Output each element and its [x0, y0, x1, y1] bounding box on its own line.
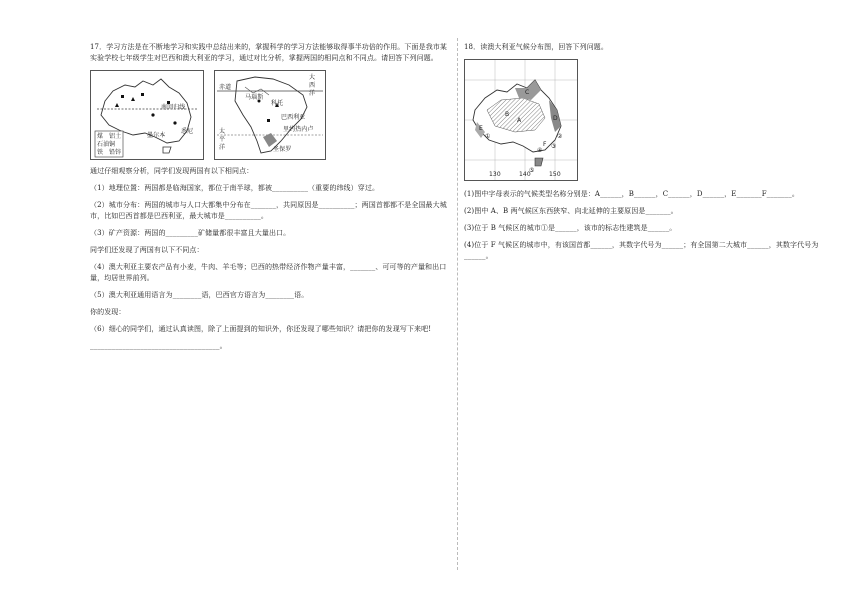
australia-climate-map — [464, 59, 578, 181]
pacific-label-3: 洋 — [219, 144, 226, 151]
column-divider — [457, 38, 458, 570]
legend-copper: 铜 — [109, 141, 116, 148]
climate-label-c: C — [525, 89, 530, 96]
tropic-label: 南回归线 — [161, 104, 186, 111]
q18-intro: 18．读澳大利亚气候分布图，回答下列问题。 — [464, 43, 609, 51]
climate-label-a: A — [517, 117, 522, 124]
longitude-140: 140 — [519, 171, 531, 178]
equator-label: 赤道 — [219, 84, 232, 91]
q17-item-4: （4）澳大利亚主要农产品有小麦，牛肉、羊毛等；巴西的热带经济作物产量丰富，_______、可可等的产量和出口量，均居世界前列。 — [90, 263, 447, 282]
q17-answer-line: ____________________________________。 — [90, 342, 227, 350]
q17-same-intro: 通过仔细观察分析，同学们发现两国有以下相同点： — [90, 167, 254, 175]
q17-item-6: （6）细心的同学们，通过认真读图，除了上面提到的知识外，你还发现了哪些知识？请把你的发现写下来吧! — [90, 325, 432, 333]
q17-intro: 17．学习方法是在不断地学习和实践中总结出来的，掌握科学的学习方法能够取得事半功倍的作用。下面是我市某实验学校七年级学生对巴西和澳大利亚的学习，通过对比分析，掌握两国的相同点和不同点。请回答下列问题。 — [90, 43, 448, 62]
pacific-label-2: 平 — [219, 136, 226, 143]
legend-bauxite: 铝土 — [109, 133, 122, 140]
climate-label-b: B — [505, 111, 510, 118]
q17-item-5: （5）澳大利亚通用语言为________语，巴西官方语言为________语。 — [90, 291, 309, 299]
q17-item-1: （1）地理位置：两国都是临海国家，都位于南半球，都被__________（重要的纬线）穿过。 — [90, 184, 380, 192]
climate-label-d: D — [553, 115, 558, 122]
atlantic-label-2: 西 — [309, 82, 316, 89]
city-5-label: ⑤ — [529, 167, 535, 174]
atlantic-label-1: 大 — [309, 74, 316, 81]
melbourne-label: 墨尔本 — [147, 132, 166, 139]
legend-oil: 石油 — [97, 141, 110, 148]
q17-item-2: （2）城市分布：两国的城市与人口大都集中分布在_______，共同原因是__________；两国首都都不是全国最大城市，比如巴西首都是巴西利亚，最大城市是__________。 — [90, 201, 447, 220]
longitude-130: 130 — [489, 171, 501, 178]
climate-label-e: E — [479, 125, 483, 132]
q17-diff-intro: 同学们还发现了两国有以下不同点： — [90, 246, 204, 254]
city-3-label: ③ — [551, 143, 557, 150]
q18-item-4: (4)位于 F 气候区的城市中，有该国首都______，其数字代号为______；有全国第二大城市______，其数字代号为______。 — [464, 241, 819, 260]
australia-resource-map — [90, 70, 204, 160]
sydney-label: 悉尼 — [181, 128, 194, 135]
q18-item-2: (2)图中 A、B 两气候区东西狭窄、向北延伸的主要原因是_______。 — [464, 207, 678, 215]
longitude-150: 150 — [549, 171, 561, 178]
q18-item-3: (3)位于 B 气候区的城市①是______，该市的标志性建筑是______。 — [464, 224, 677, 232]
q17-item-3: （3）矿产资源：两国的_________矿储量都很丰富且大量出口。 — [90, 229, 291, 237]
atlantic-label-3: 洋 — [309, 90, 316, 97]
q18-item-1: (1)图中字母表示的气候类型名称分别是：A______，B______，C______，D______，E_______F_______。 — [464, 190, 799, 198]
sao-paulo-label: 圣保罗 — [273, 146, 292, 153]
pacific-label-1: 太 — [219, 128, 226, 135]
brazil-map — [214, 70, 326, 160]
climate-label-f: F — [543, 141, 547, 148]
city-4-label: ④ — [537, 147, 543, 154]
legend-iron: 铁 — [97, 149, 104, 156]
legend-leadzinc: 铅锌 — [109, 149, 122, 156]
q17-find-label: 你的发现： — [90, 308, 126, 316]
q17-figures — [90, 70, 450, 160]
city-2-label: ② — [557, 133, 563, 140]
ko-label: 科托 — [271, 100, 284, 107]
question-17 — [90, 42, 450, 358]
city-1-label: ① — [485, 133, 491, 140]
question-18 — [464, 42, 824, 268]
rio-label: 里约热内卢 — [283, 126, 314, 133]
brasilia-label: 巴西利亚 — [281, 114, 306, 121]
legend-coal: 煤 — [97, 133, 104, 140]
manaus-label: 马瑙斯 — [245, 94, 264, 101]
